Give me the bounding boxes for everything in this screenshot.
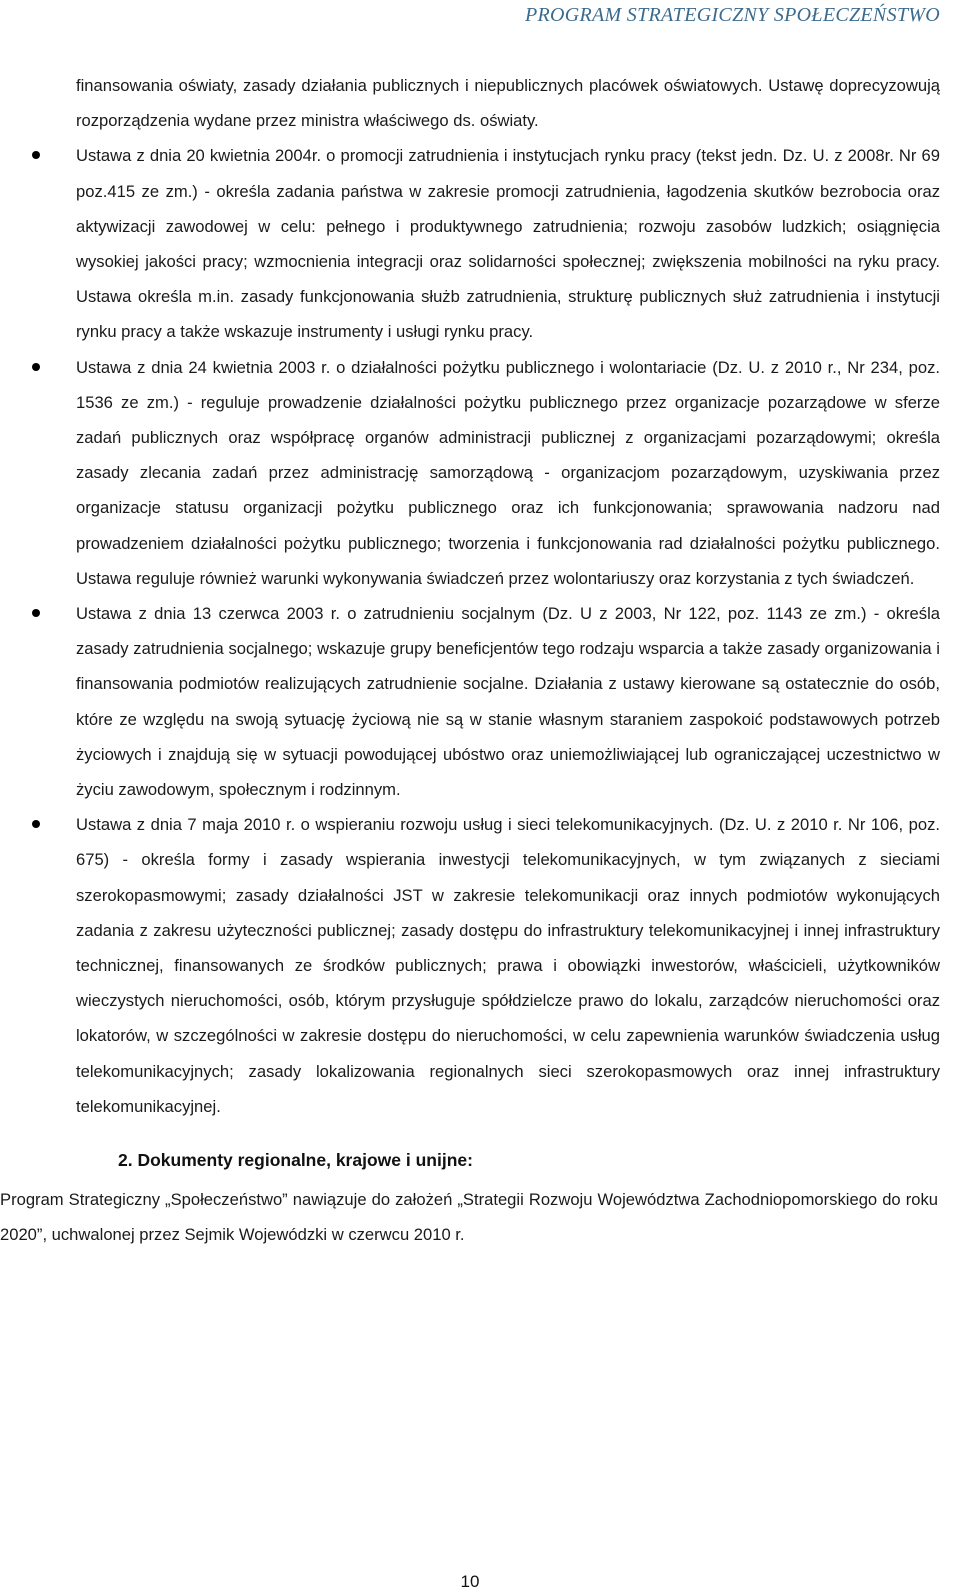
- law-text: Ustawa z dnia 20 kwietnia 2004r. o promocji zatrudnienia i instytucjach rynku pracy (tekst jedn. Dz. U. z 2008r. Nr 69 poz.415 ze zm.) - określa zadania państwa w zakresie promocji zatrudnienia, łagodzenia skutków bezrobocia oraz aktywizacji zawodowej w celu: pełnego i produktywnego zatrudnienia; rozwoju zasobów ludzkich; osiągnięcia wysokiej jakości pracy; wzmocnienia integracji oraz solidarności społecznej; zwiększenia mobilności na ryku pracy. Ustawa określa m.in. zasady funkcjonowania służb zatrudnienia, strukturę publicznych służ zatrudnienia i instytucji rynku pracy a także wskazuje instrumenty i usługi rynku pracy.: [76, 146, 940, 342]
- list-item: [0, 596, 960, 807]
- list-item: [0, 350, 960, 596]
- list-item: [0, 807, 960, 1124]
- bullet-icon: [32, 363, 40, 371]
- law-text: Ustawa z dnia 13 czerwca 2003 r. o zatrudnieniu socjalnym (Dz. U z 2003, Nr 122, poz. 1143 ze zm.) - określa zasady zatrudnienia socjalnego; wskazuje grupy beneficjentów tego rodzaju wsparcia a także zasady organizowania i finansowania podmiotów realizujących zatrudnienie socjalne. Działania z ustawy kierowane są ostatecznie do osób, które ze względu na swoją sytuację życiową nie są w stanie własnym staraniem zaspokoić podstawowych potrzeb życiowych i znajdują się w sytuacji powodującej ubóstwo oraz uniemożliwiającej lub ograniczającej uczestnictwo w życiu zawodowym, społecznym i rodzinnym.: [76, 604, 940, 800]
- running-header: PROGRAM STRATEGICZNY SPOŁECZEŃSTWO: [524, 4, 940, 26]
- bullet-icon: [32, 609, 40, 617]
- section-heading: 2. Dokumenty regionalne, krajowe i unijne:: [118, 1150, 473, 1171]
- page-number: 10: [460, 1572, 480, 1591]
- document-body: [0, 68, 960, 1253]
- laws-list: [0, 138, 960, 1124]
- bullet-icon: [32, 151, 40, 159]
- bullet-icon: [32, 820, 40, 828]
- law-text: Ustawa z dnia 24 kwietnia 2003 r. o działalności pożytku publicznego i wolontariacie (Dz. U. z 2010 r., Nr 234, poz. 1536 ze zm.) - reguluje prowadzenie działalności pożytku publicznego przez organizacje pozarządowe w sferze zadań publicznych oraz współpracę organów administracji publicznej z organizacjami pozarządowymi; określa zasady zlecania zadań przez administrację samorządową - organizacjom pozarządowym, uzyskiwania przez organizacje statusu organizacji pożytku publicznego oraz ich funkcjonowania; sprawowania nadzoru nad prowadzeniem działalności pożytku publicznego; tworzenia i funkcjonowania rad działalności pożytku publicznego. Ustawa reguluje również warunki wykonywania świadczeń przez wolontariuszy oraz korzystania z tych świadczeń.: [76, 357, 940, 588]
- law-text: Ustawa z dnia 7 maja 2010 r. o wspieraniu rozwoju usług i sieci telekomunikacyjnych. (Dz. U. z 2010 r. Nr 106, poz. 675) - określa formy i zasady wspierania inwestycji telekomunikacyjnych, w tym związanych z sieciami szerokopasmowymi; zasady działalności JST w zakresie telekomunikacji oraz innych podmiotów wykonujących zadania z zakresu użyteczności publicznej; zasady dostępu do infrastruktury telekomunikacyjnej i innej infrastruktury technicznej, finansowanych ze środków publicznych; prawa i obowiązki inwestorów, właścicieli, użytkowników wieczystych nieruchomości, osób, którym przysługuje spółdzielcze prawo do lokalu, zarządców nieruchomości oraz lokatorów, w szczególności w zakresie dostępu do nieruchomości, w celu zapewnienia warunków świadczenia usług telekomunikacyjnych; zasady lokalizowania regionalnych sieci szerokopasmowych oraz innej infrastruktury telekomunikacyjnej.: [76, 815, 940, 1116]
- list-item: [0, 138, 960, 349]
- intro-paragraph: finansowania oświaty, zasady działania publicznych i niepublicznych placówek oświatowych. Ustawę doprecyzowują rozporządzenia wydane przez ministra właściwego ds. oświaty.: [76, 76, 940, 131]
- section-paragraph: Program Strategiczny „Społeczeństwo” nawiązuje do założeń „Strategii Rozwoju Województwa Zachodniopomorskiego do roku 2020”, uchwalonej przez Sejmik Wojewódzki w czerwcu 2010 r.: [0, 1190, 938, 1245]
